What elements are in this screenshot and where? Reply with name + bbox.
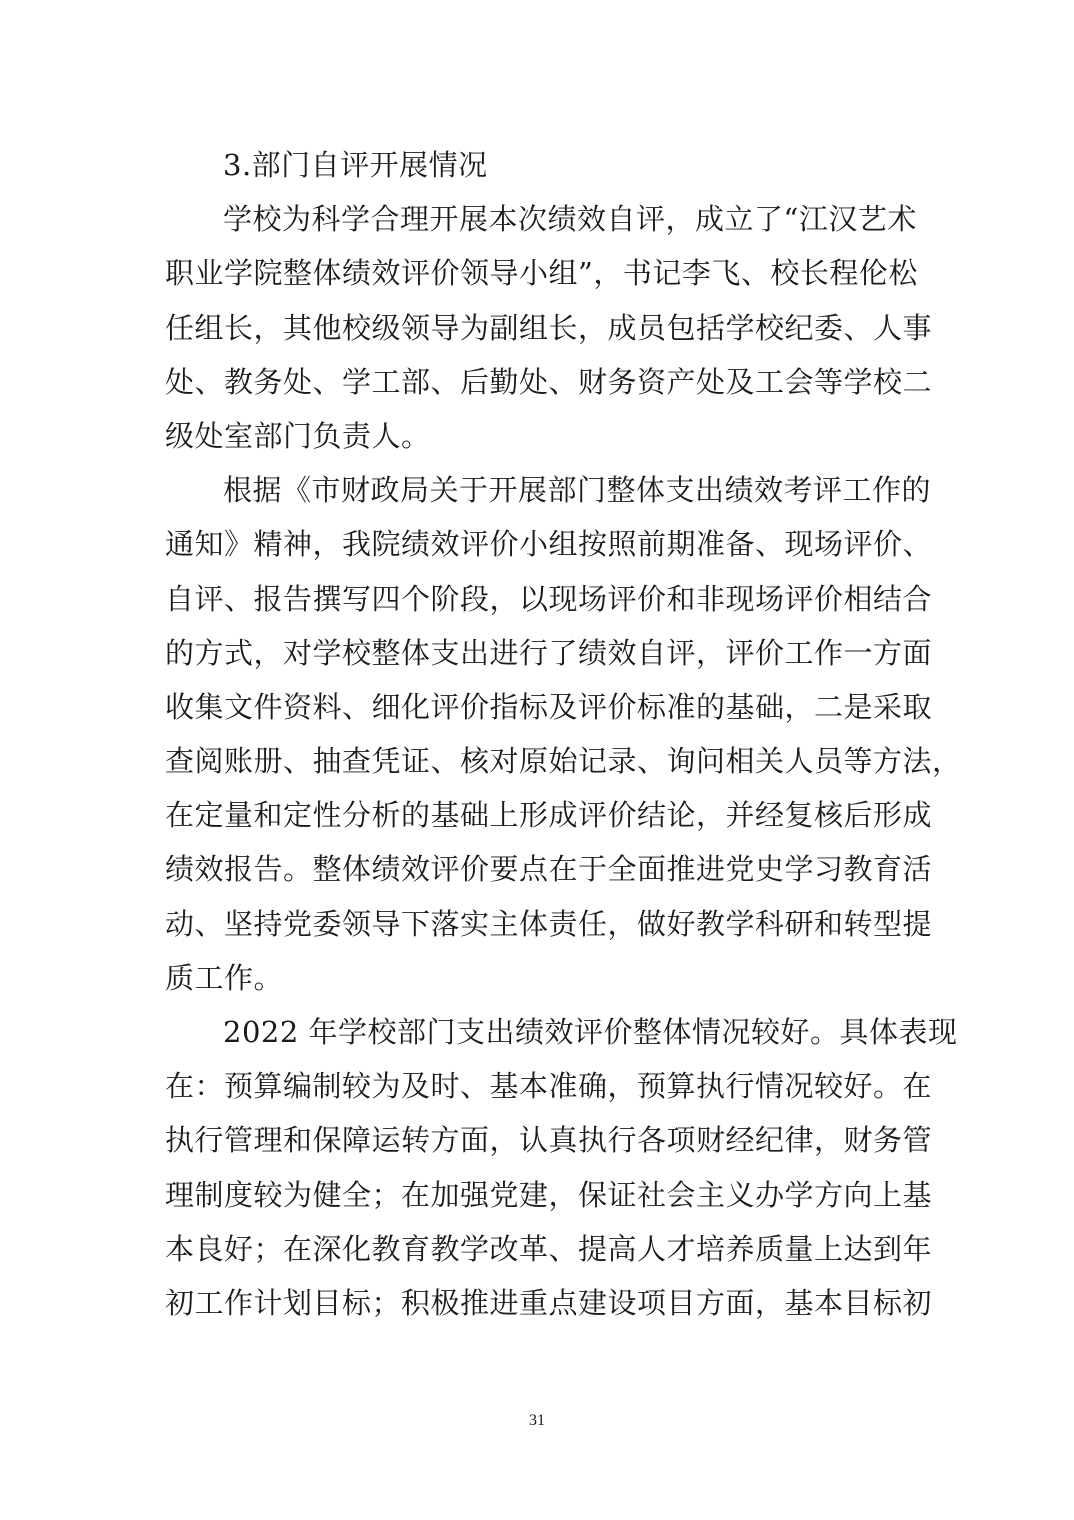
- section-heading: 3.部门自评开展情况: [223, 148, 488, 182]
- paragraph-line: 理制度较为健全；在加强党建，保证社会主义办学方向上基: [165, 1177, 933, 1212]
- paragraph-line: 在：预算编制较为及时、基本准确，预算执行情况较好。在: [165, 1069, 933, 1104]
- paragraph-line: 质工作。: [165, 960, 284, 995]
- paragraph-line: 本良好；在深化教育教学改革、提高人才培养质量上达到年: [165, 1231, 933, 1266]
- paragraph-line: 任组长，其他校级领导为副组长，成员包括学校纪委、人事: [165, 310, 933, 345]
- paragraph-line: 收集文件资料、细化评价指标及评价标准的基础，二是采取: [165, 689, 933, 724]
- paragraph-line: 执行管理和保障运转方面，认真执行各项财经纪律，财务管: [165, 1123, 933, 1158]
- paragraph-line: 在定量和定性分析的基础上形成评价结论，并经复核后形成: [165, 798, 933, 833]
- paragraph-line: 绩效报告。整体绩效评价要点在于全面推进党史学习教育活: [165, 852, 933, 887]
- paragraph-line: 的方式，对学校整体支出进行了绩效自评，评价工作一方面: [165, 635, 933, 670]
- paragraph-line: 职业学院整体绩效评价领导小组”，书记李飞、校长程伦松: [165, 256, 918, 291]
- paragraph-line: 学校为科学合理开展本次绩效自评，成立了“江汉艺术: [223, 202, 917, 237]
- paragraph-line: 初工作计划目标；积极推进重点建设项目方面，基本目标初: [165, 1285, 933, 1320]
- paragraph-line: 自评、报告撰写四个阶段，以现场评价和非现场评价相结合: [165, 581, 933, 616]
- document-body: [165, 138, 962, 1330]
- paragraph-line: 根据《市财政局关于开展部门整体支出绩效考评工作的: [223, 473, 932, 508]
- paragraph-line: 查阅账册、抽查凭证、核对原始记录、询问相关人员等方法，: [165, 744, 962, 779]
- paragraph-line: 动、坚持党委领导下落实主体责任，做好教学科研和转型提: [165, 906, 933, 941]
- paragraph-line: 处、教务处、学工部、后勤处、财务资产处及工会等学校二: [165, 364, 933, 399]
- page-number: 31: [529, 1412, 545, 1429]
- paragraph-line: 2022 年学校部门支出绩效评价整体情况较好。具体表现: [223, 1015, 958, 1049]
- paragraph-line: 通知》精神，我院绩效评价小组按照前期准备、现场评价、: [165, 527, 933, 562]
- paragraph-line: 级处室部门负责人。: [165, 418, 431, 453]
